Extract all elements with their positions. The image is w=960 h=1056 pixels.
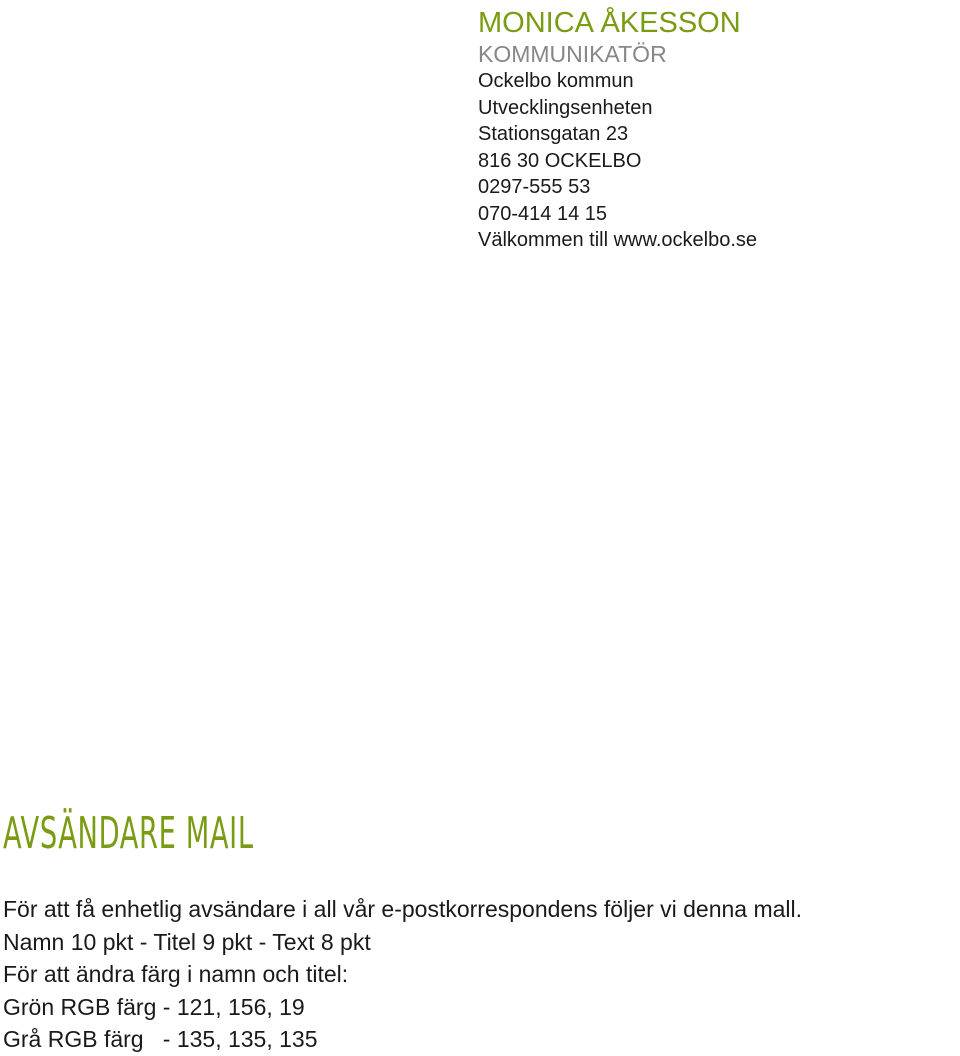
signature-mobile: 070-414 14 15	[478, 202, 608, 225]
signature-street-address: Stationsgatan 23	[478, 123, 629, 145]
section-heading: AVSÄNDARE MAIL	[3, 808, 254, 859]
signature-postal-address: 816 30 OCKELBO	[478, 149, 642, 172]
instruction-color-intro: För att ändra färg i namn och titel:	[3, 961, 349, 987]
signature-website: Välkommen till www.ockelbo.se	[478, 229, 757, 251]
signature-phone: 0297-555 53	[478, 176, 591, 198]
instruction-intro: För att få enhetlig avsändare i all vår e-postkorrespondens följer vi denna mall.	[3, 896, 803, 922]
instruction-green-color: Grön RGB färg - 121, 156, 19	[3, 993, 305, 1020]
instructions-block	[3, 893, 958, 1056]
instruction-font-sizes: Namn 10 pkt - Titel 9 pkt - Text 8 pkt	[3, 928, 371, 955]
email-signature	[478, 6, 948, 254]
instruction-gray-color: Grå RGB färg - 135, 135, 135	[3, 1026, 318, 1052]
signature-title: KOMMUNIKATÖR	[478, 41, 667, 67]
signature-name: MONICA ÅKESSON	[478, 7, 741, 39]
signature-department: Utvecklingsenheten	[478, 96, 653, 119]
signature-organization: Ockelbo kommun	[478, 70, 634, 92]
